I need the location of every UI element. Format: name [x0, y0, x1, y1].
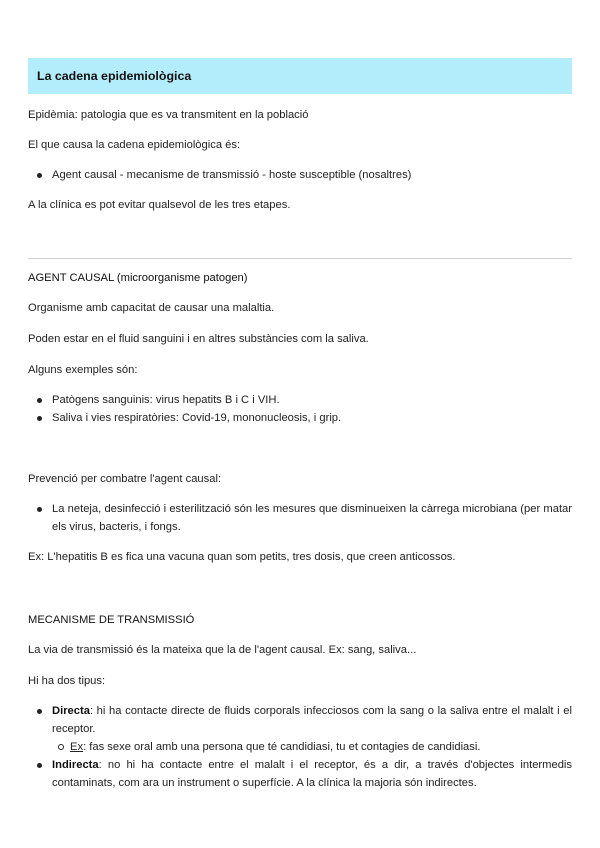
bullet-dot-icon [37, 398, 42, 403]
transmission-paragraph-2: Hi ha dos tipus: [28, 675, 106, 687]
direct-bullet [52, 702, 572, 738]
agent-paragraph-3: Alguns exemples són: [28, 364, 138, 376]
direct-label: Directa [52, 705, 90, 717]
agent-heading: AGENT CAUSAL (microorganisme patogen) [28, 272, 248, 284]
title-banner [28, 58, 572, 94]
intro-paragraph-2: El que causa la cadena epidemiològica és: [28, 139, 241, 151]
agent-bullet-1: Patògens sanguinis: virus hepatits B i C i VIH. [52, 394, 280, 406]
direct-text: : hi ha contacte directe de fluids corporals infecciosos com la sang o la saliva entre el malalt i el receptor. [52, 705, 572, 735]
indirect-bullet [52, 756, 572, 792]
agent-bullet-2: Saliva i vies respiratòries: Covid-19, mononucleosis, i grip. [52, 412, 342, 424]
sub-text: : fas sexe oral amb una persona que té candidiasi, tu et contagies de candidiasi. [83, 741, 481, 753]
bullet-dot-icon [37, 507, 42, 512]
agent-prevention-intro: Prevenció per combatre l'agent causal: [28, 473, 222, 485]
agent-paragraph-1: Organisme amb capacitat de causar una malaltia. [28, 302, 275, 314]
bullet-dot-icon [37, 709, 42, 714]
intro-bullet: Agent causal - mecanisme de transmissió - hoste susceptible (nosaltres) [52, 169, 412, 181]
sub-label: Ex [70, 741, 84, 753]
transmission-heading: MECANISME DE TRANSMISSIÓ [28, 614, 195, 626]
agent-prevention-bullet: La neteja, desinfecció i esterilització són les mesures que disminueixen la càrrega microbiana (per matar els virus, bacteris, i fongs. [52, 503, 572, 533]
intro-paragraph-1: Epidèmia: patologia que es va transmitent en la població [28, 109, 309, 121]
indirect-label: Indirecta [52, 759, 99, 771]
bullet-dot-icon [37, 173, 42, 178]
transmission-paragraph-1: La via de transmissió és la mateixa que la de l'agent causal. Ex: sang, saliva... [28, 644, 417, 656]
bullet-dot-icon [37, 763, 42, 768]
section-divider [28, 258, 572, 259]
indirect-text: : no hi ha contacte entre el malalt i el receptor, és a dir, a través d'objectes intermedis contaminats, com ara un instrument o superfície. A la clínica la majoria són indirectes. [52, 759, 572, 789]
agent-example: Ex: L'hepatitis B es fica una vacuna quan som petits, tres dosis, que creen anticossos. [28, 551, 456, 563]
agent-paragraph-2: Poden estar en el fluid sanguini i en altres substàncies com la saliva. [28, 333, 369, 345]
bullet-circle-icon [58, 744, 64, 750]
intro-paragraph-3: A la clínica es pot evitar qualsevol de les tres etapes. [28, 199, 291, 211]
bullet-dot-icon [37, 416, 42, 421]
page-title: La cadena epidemiològica [37, 69, 192, 83]
direct-sub-bullet [70, 738, 480, 756]
